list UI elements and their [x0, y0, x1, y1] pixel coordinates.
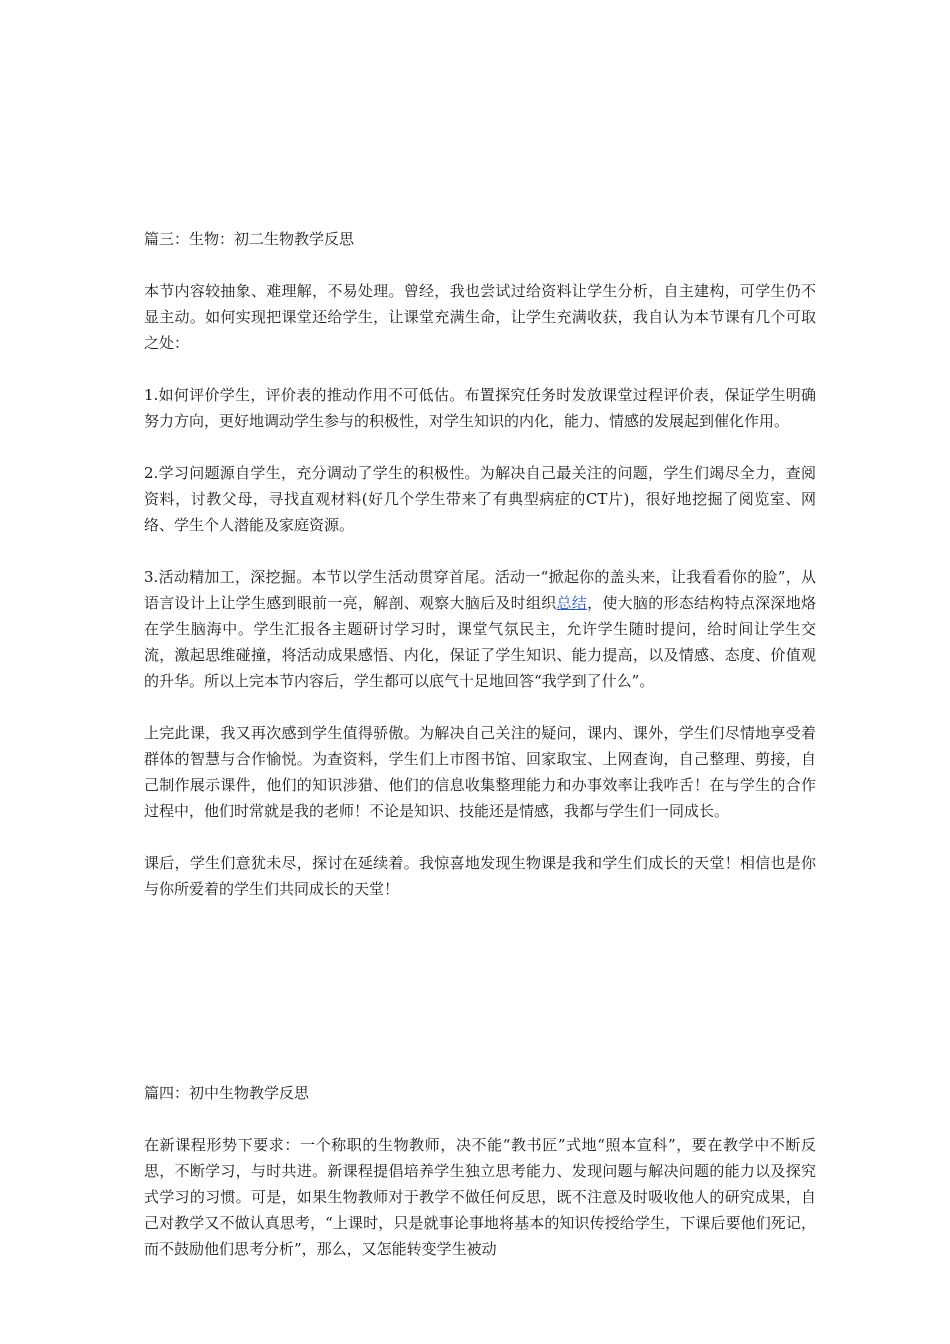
document-page [144, 226, 816, 1262]
section-gap [144, 902, 816, 1080]
point3-text-before: 3.活动精加工，深挖掘。本节以学生活动贯穿首尾。活动一“掀起你的盖头来，让我看看你的脸”，从语言设计上让学生感到眼前一亮，解剖、观察大脑后及时组织 [144, 568, 816, 612]
spacer [144, 356, 816, 382]
spacer [144, 434, 816, 460]
section3-point1: 1.如何评价学生，评价表的推动作用不可低估。布置探究任务时发放课堂过程评价表，保证学生明确努力方向，更好地调动学生参与的积极性，对学生知识的内化，能力、情感的发展起到催化作用。 [144, 386, 816, 430]
spacer [144, 1106, 816, 1132]
point3-text-after: ，使大脑的形态结构特点深深地烙在学生脑海中。学生汇报各主题研讨学习时，课堂气氛民主，允许学生随时提问，给时间让学生交流，激起思维碰撞，将活动成果感悟、内化，保证了学生知识、能力提高，以及情感、态度、价值观的升华。所以上完本节内容后，学生都可以底气十足地回答“我学到了什么”。 [144, 594, 816, 690]
section3-intro: 本节内容较抽象、难理解，不易处理。曾经，我也尝试过给资料让学生分析，自主建构，可学生仍不显主动。如何实现把课堂还给学生，让课堂充满生命，让学生充满收获，我自认为本节课有几个可取之处： [144, 282, 816, 352]
summary-link[interactable]: 总结 [556, 594, 588, 612]
spacer [144, 252, 816, 278]
section3-para4: 上完此课，我又再次感到学生值得骄傲。为解决自己关注的疑问，课内、课外，学生们尽情地享受着群体的智慧与合作愉悦。为查资料，学生们上市图书馆、回家取宝、上网查询，自己整理、剪接，自己制作展示课件，他们的知识涉猎、他们的信息收集整理能力和办事效率让我咋舌！在与学生的合作过程中，他们时常就是我的老师！不论是知识、技能还是情感，我都与学生们一同成长。 [144, 724, 816, 820]
spacer [144, 824, 816, 850]
spacer [144, 694, 816, 720]
section3-title: 篇三：生物：初二生物教学反思 [144, 230, 355, 248]
section4-para1: 在新课程形势下要求：一个称职的生物教师，决不能“教书匠”式地“照本宣科”，要在教学中不断反思，不断学习，与时共进。新课程提倡培养学生独立思考能力、发现问题与解决问题的能力以及探究式学习的习惯。可是，如果生物教师对于教学不做任何反思，既不注意及时吸收他人的研究成果，自己对教学又不做认真思考，“上课时，只是就事论事地将基本的知识传授给学生，下课后要他们死记，而不鼓励他们思考分析”，那么，又怎能转变学生被动 [144, 1136, 816, 1258]
section3-point2: 2.学习问题源自学生，充分调动了学生的积极性。为解决自己最关注的问题，学生们竭尽全力，查阅资料，讨教父母，寻找直观材料(好几个学生带来了有典型病症的CT片)，很好地挖掘了阅览室、网络、学生个人潜能及家庭资源。 [144, 464, 816, 534]
section3-para5: 课后，学生们意犹未尽，探讨在延续着。我惊喜地发现生物课是我和学生们成长的天堂！相信也是你与你所爱着的学生们共同成长的天堂！ [144, 854, 816, 898]
section4-title: 篇四：初中生物教学反思 [144, 1084, 310, 1102]
spacer [144, 538, 816, 564]
section3-point3 [144, 564, 816, 694]
